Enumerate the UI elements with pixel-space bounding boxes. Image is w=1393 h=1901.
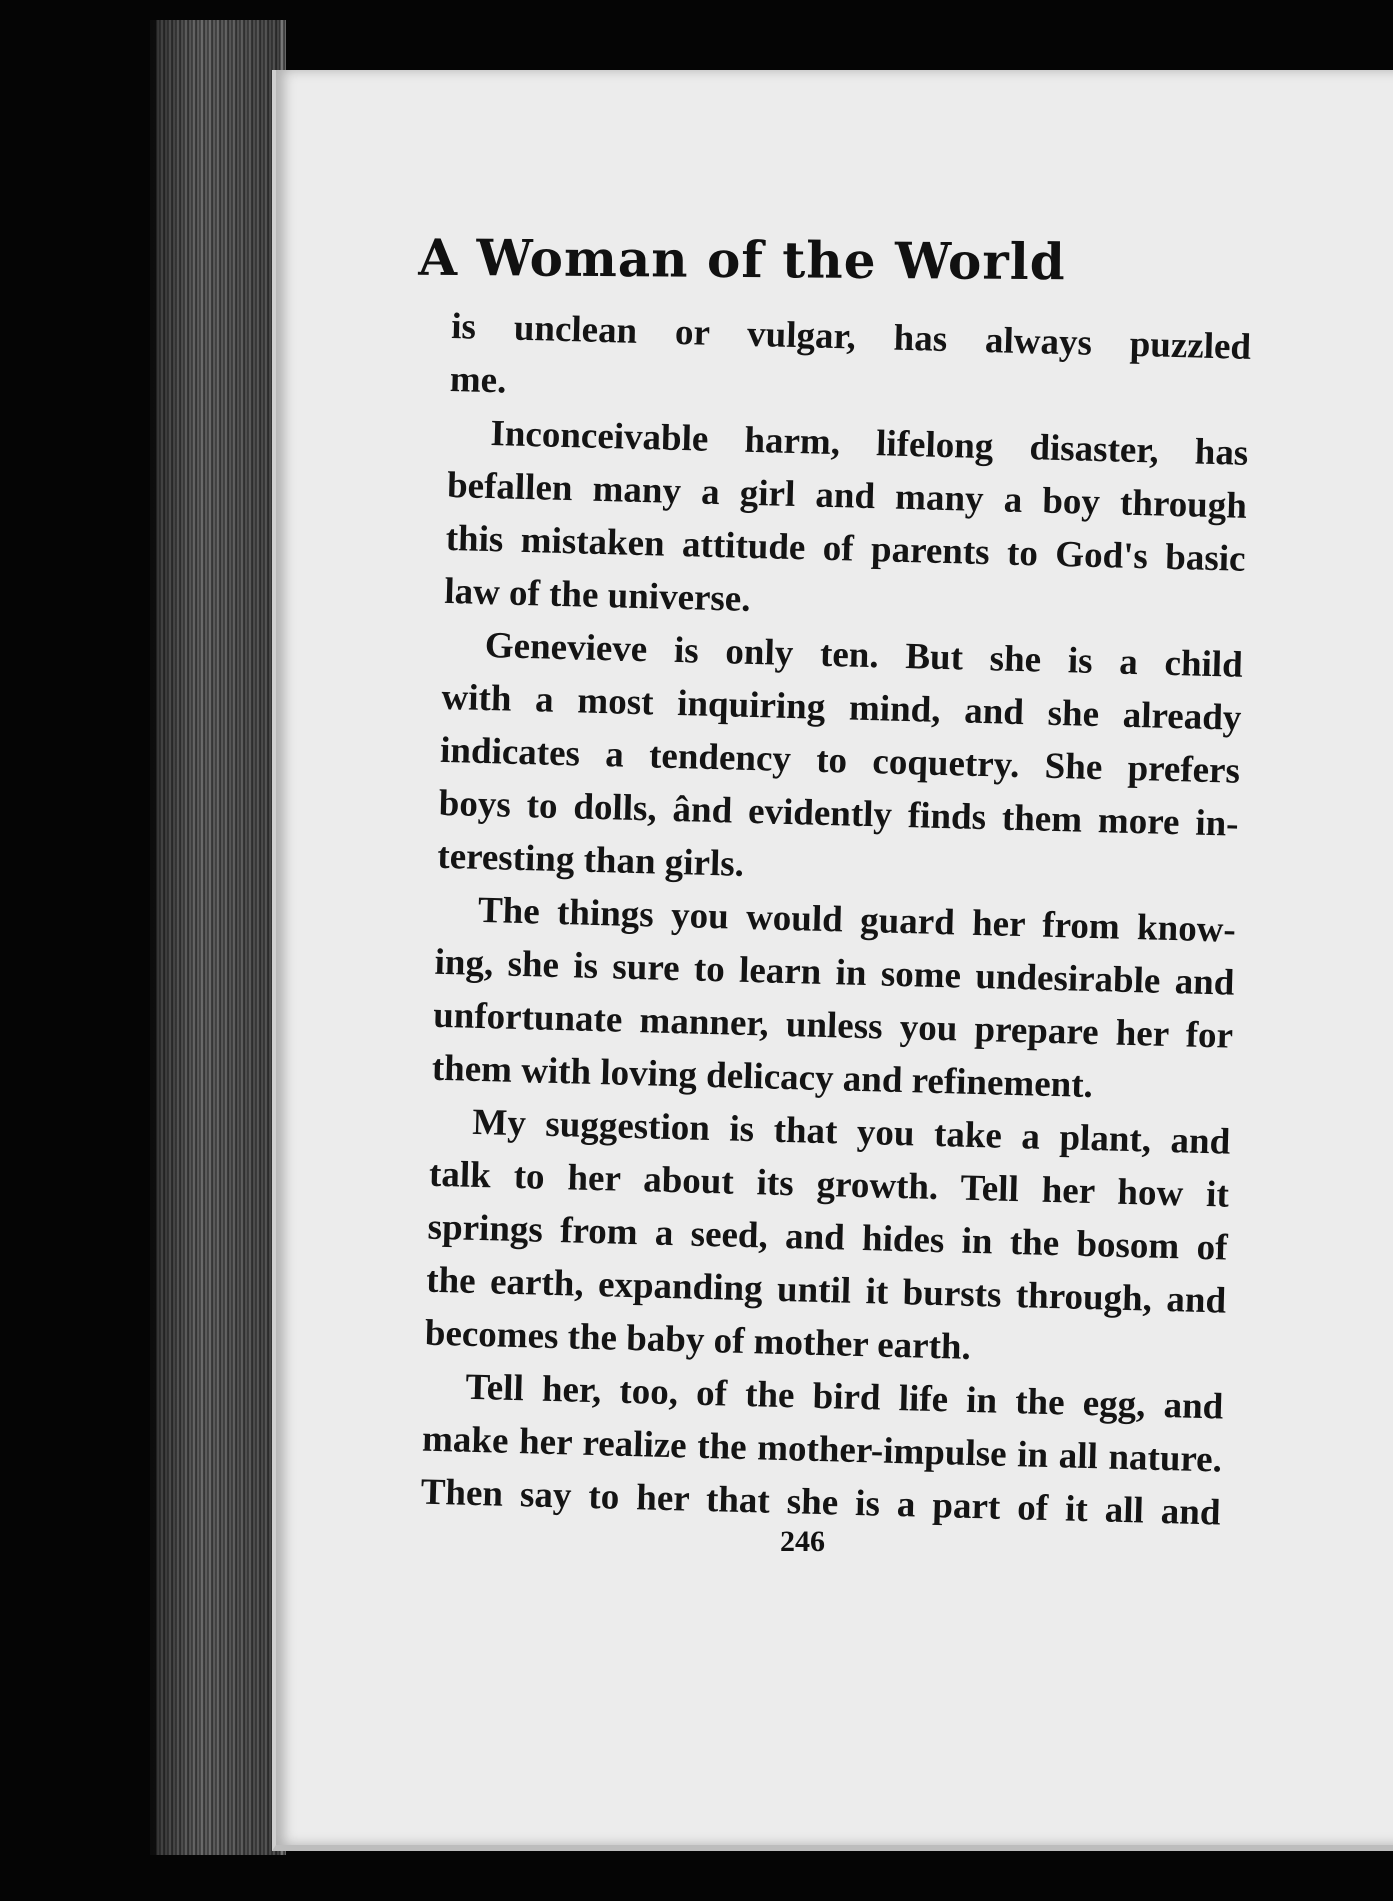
text-line: My suggestion is that you take a plant, and (471, 1101, 1231, 1163)
text-line: make her realize the mother-impulse in all nature. (421, 1418, 1223, 1481)
text-line: becomes the baby of mother earth. (424, 1312, 972, 1368)
text-line: befallen many a girl and many a boy through (446, 464, 1248, 527)
page-edge-shadow (150, 20, 280, 1855)
paragraph-1 (449, 300, 1252, 427)
body-text (420, 300, 1252, 1540)
paragraph-5 (424, 1095, 1231, 1381)
paragraph-4 (431, 883, 1236, 1116)
text-line: springs from a seed, and hides in the bosom of (427, 1206, 1228, 1269)
text-line: with a most inquiring mind, and she already (441, 676, 1242, 739)
text-line: the earth, expanding until it bursts through, and (425, 1259, 1227, 1322)
text-line: me. (449, 358, 507, 402)
paragraph-3 (437, 618, 1244, 904)
text-line: ing, she is sure to learn in some undesirable and (434, 941, 1235, 1004)
text-line: Genevieve is only ten. But she is a child (484, 624, 1244, 686)
paragraph-2 (444, 406, 1249, 639)
page-number: 246 (780, 1525, 825, 1558)
text-line: Tell her, too, of the bird life in the egg, and (465, 1366, 1224, 1428)
running-head: A Woman of the World (418, 227, 1066, 292)
text-line: Inconceivable harm, lifelong disaster, has (489, 413, 1249, 474)
text-line: Then say to her that she is a part of it all and (420, 1471, 1222, 1534)
paragraph-6 (420, 1360, 1224, 1540)
text-line: The things you would guard her from know- (477, 889, 1237, 951)
text-line: is unclean or vulgar, has always puzzled (450, 305, 1252, 368)
text-line: teresting than girls. (436, 835, 745, 885)
text-line: boys to dolls, ând evidently finds them more in- (438, 782, 1240, 845)
text-line: this mistaken attitude of parents to God's basic (445, 517, 1247, 580)
text-line: law of the universe. (443, 570, 752, 620)
text-line: unfortunate manner, unless you prepare her for (432, 994, 1234, 1057)
text-line: talk to her about its growth. Tell her how it (428, 1153, 1230, 1216)
text-line: them with loving delicacy and refinement. (431, 1047, 1094, 1107)
text-line: indicates a tendency to coquetry. She prefers (439, 729, 1241, 792)
